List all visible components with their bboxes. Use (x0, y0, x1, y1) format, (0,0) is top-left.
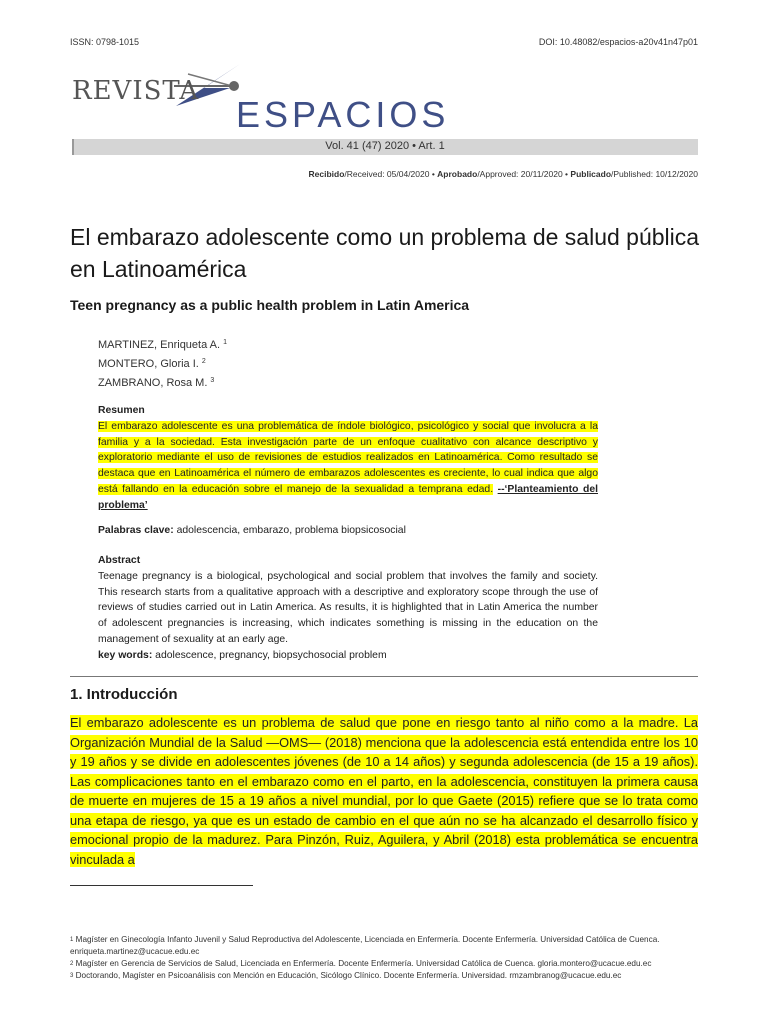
approved-date: /Approved: 20/11/2020 • (477, 169, 571, 179)
received-label: Recibido (308, 169, 345, 179)
resumen-heading: Resumen (98, 405, 145, 416)
introduction-heading: 1. Introducción (70, 686, 178, 703)
article-subtitle: Teen pregnancy as a public health problem in Latin America (70, 297, 470, 313)
publication-dates (309, 169, 699, 179)
footnote-item (70, 958, 700, 970)
received-date: /Received: 05/04/2020 • (344, 169, 438, 179)
article-title: El embarazo adolescente como un problema de salud pública en Latinoamérica (70, 224, 700, 282)
resumen-annotation: --‘Planteamiento del problema’ (98, 483, 598, 511)
footnote-mark: 2 (70, 961, 74, 967)
introduction-paragraph (70, 713, 698, 869)
author-item (98, 355, 227, 374)
abstract-keywords-text: adolescence, pregnancy, biopsychosocial problem (152, 649, 387, 661)
author-item (98, 336, 227, 355)
author-name: MONTERO, Gloria I. (98, 358, 199, 370)
approved-label: Aprobado (437, 169, 478, 179)
abstract-section (98, 553, 598, 664)
footnote-item (70, 934, 700, 958)
footnote-item (70, 970, 700, 982)
introduction-text: El embarazo adolescente es un problema de salud que pone en riesgo tanto al niño como a la madre. La Organización Mundial de la Salud —OMS— (2018) menciona que la adolescencia está entendida entre los 10 y 19 años y se divide en adolescentes jóvenes (de 10 a 14 años) y segunda adolescencia (de 15 a 19 años). Las complicaciones tanto en el embarazo como en el parto, en la adolescencia, constituyen la primera causa de muerte en mujeres de 15 a 19 años a nivel mundial, por lo que Gaete (2015) refiere que se lo trata como una etapa de riesgo, ya que es un estado de cambio en el que aún no se ha alcanzado el desarrollo físico y emocional propio de la madurez. Para Pinzón, Ruiz, Aguilera, y Abril (2018) esta problemática se encuentra vinculada a (70, 715, 698, 867)
doi-label: DOI: 10.48082/espacios-a20v41n47p01 (538, 37, 698, 47)
author-affiliation-mark: 3 (210, 377, 215, 384)
footnote-mark: 3 (70, 973, 74, 979)
logo-revista-text: REVISTA (72, 76, 200, 106)
abstract-heading: Abstract (98, 555, 141, 566)
footnotes (70, 934, 700, 982)
footnote-divider (70, 885, 253, 886)
footnote-text: Magíster en Gerencia de Servicios de Salud, Licenciada en Enfermería. Docente Enfermería. Universidad Católica de Cuenca. gloria.montero@ucacue.edu.ec (73, 959, 652, 968)
author-list (98, 336, 227, 393)
palabras-clave-label: Palabras clave: (98, 525, 174, 536)
footnote-text: Doctorando, Magíster en Psicoanálisis con Mención en Educación, Sicólogo Clínico. Docente Enfermería. Universidad. rmzambranog@ucacue.edu.ec (73, 971, 622, 980)
published-label: Publicado (570, 169, 612, 179)
volume-bar (72, 139, 698, 155)
resumen-section (98, 403, 598, 514)
palabras-clave-text: adolescencia, embarazo, problema biopsicosocial (173, 525, 406, 536)
section-divider (70, 676, 698, 677)
footnote-mark: 1 (70, 937, 74, 943)
issn-label: ISSN: 0798-1015 (70, 37, 140, 47)
resumen-text: El embarazo adolescente es una problemática de índole biológico, psicológico y social que involucra a la familia y a la sociedad. Esta investigación parte de un enfoque cualitativo con alcance descriptivo y exploratorio mediante el uso de revisiones de estudios realizados en Latinoamérica. Como resultado se destaca que en Latinoamérica el número de embarazos adolescentes es creciente, lo cual indica que algo está fallando en la educación sobre el manejo de la sexualidad a temprana edad. (98, 420, 598, 495)
footnote-text: Magíster en Ginecología Infanto Juvenil y Salud Reproductiva del Adolescente, Licenciada en Enfermería. Docente Enfermería. Universidad Católica de Cuenca. enriqueta.martinez@ucacue.edu.ec (70, 935, 660, 956)
published-date: /Published: 10/12/2020 (611, 169, 698, 179)
logo-espacios-text: ESPACIOS (236, 94, 450, 135)
author-item (98, 374, 227, 393)
abstract-keywords-label: key words: (98, 649, 153, 661)
volume-text: Vol. 41 (47) 2020 • Art. 1 (325, 140, 445, 152)
abstract-text: Teenage pregnancy is a biological, psychological and social problem that involves the family and society. This research starts from a qualitative approach with a descriptive and exploratory scope through the use of reviews of studies carried out in Latin America. As results, it is highlighted that in Latin America the number of adolescent pregnancies is increasing, which indicates something is missing in the education on the management of sexuality at an early age. (98, 570, 598, 645)
abstract-keywords (98, 648, 598, 664)
author-name: ZAMBRANO, Rosa M. (98, 377, 208, 389)
author-affiliation-mark: 2 (201, 358, 206, 365)
revista-espacios-logo (68, 58, 448, 138)
palabras-clave (98, 523, 598, 539)
author-affiliation-mark: 1 (223, 339, 227, 346)
author-name: MARTINEZ, Enriqueta A. (98, 339, 221, 351)
